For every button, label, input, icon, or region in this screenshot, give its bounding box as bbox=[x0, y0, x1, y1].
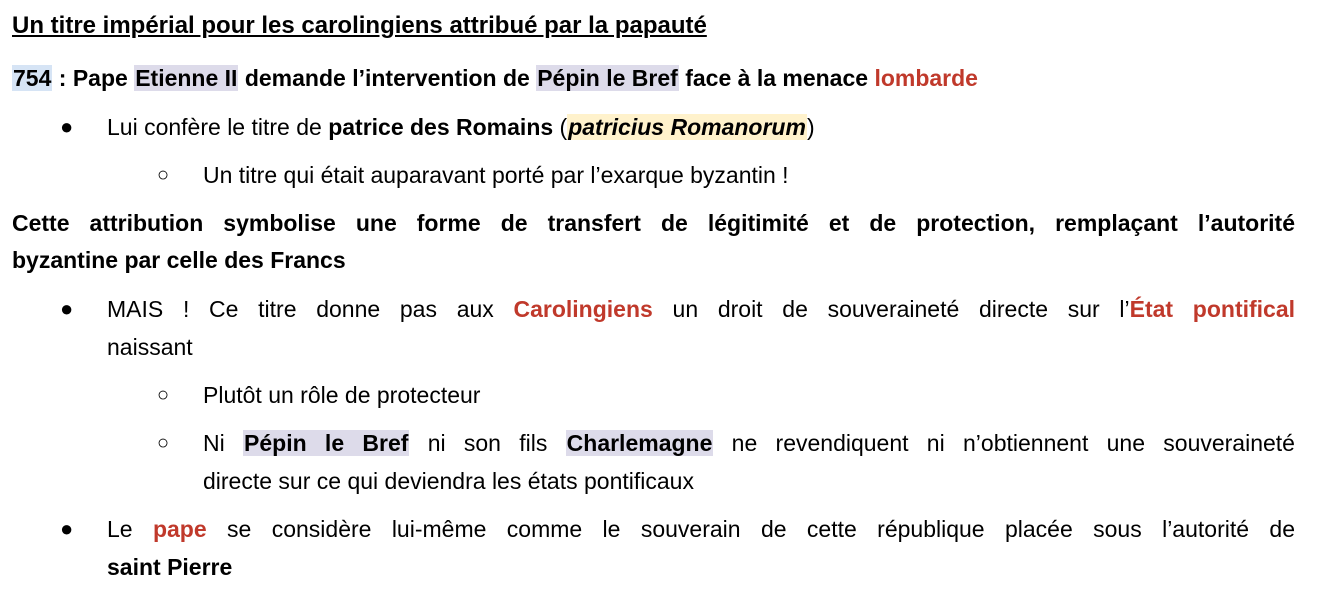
bullet-line: saint Pierre bbox=[107, 554, 233, 580]
text: se considère lui-même comme le souverain de cette république placée sous l’autorité de bbox=[206, 516, 1295, 542]
text: MAIS ! Ce titre donne pas aux bbox=[107, 296, 514, 322]
bullet-item-patrice bbox=[107, 111, 815, 143]
pepin-name: Pépin le Bref bbox=[537, 65, 678, 91]
etat-pontifical-term: État pontifical bbox=[1129, 296, 1296, 322]
pope-name: Etienne II bbox=[135, 65, 238, 91]
text: demande l’intervention de bbox=[238, 65, 537, 91]
text: ( bbox=[553, 114, 568, 140]
paragraph-line: byzantine par celle des Francs bbox=[12, 247, 346, 273]
bullet-circle-icon: ○ bbox=[157, 164, 170, 186]
bullet-disc-icon: ● bbox=[60, 516, 74, 541]
page-title: Un titre impérial pour les carolingiens attribué par la papauté bbox=[12, 12, 707, 39]
text: Le bbox=[107, 516, 153, 542]
year-highlight: 754 bbox=[13, 65, 52, 91]
bullet-line: directe sur ce qui deviendra les états pontificaux bbox=[203, 468, 694, 494]
pape-term: pape bbox=[152, 516, 207, 542]
text: un droit de souveraineté directe sur l’ bbox=[652, 296, 1130, 322]
carolingiens-term: Carolingiens bbox=[513, 296, 653, 322]
bullet-circle-icon: ○ bbox=[157, 432, 170, 454]
bullet-circle-icon: ○ bbox=[157, 384, 170, 406]
paragraph-transfert bbox=[12, 207, 1295, 239]
bullet-item-mais bbox=[107, 293, 1295, 325]
text: face à la menace bbox=[678, 65, 875, 91]
bullet-disc-icon: ● bbox=[60, 114, 74, 139]
bullet-line bbox=[203, 427, 1295, 459]
text: ni son fils bbox=[409, 430, 566, 456]
lombard-term: lombarde bbox=[874, 65, 978, 91]
bullet-line: naissant bbox=[107, 334, 193, 360]
sub-item-exarque: Un titre qui était auparavant porté par l’exarque byzantin ! bbox=[203, 162, 789, 188]
paragraph-line: Cette attribution symbolise une forme de transfert de légitimité et de protection, remplaçant l’autorité bbox=[12, 210, 1295, 236]
title-latin: patricius Romanorum bbox=[568, 114, 806, 140]
bullet-disc-icon: ● bbox=[60, 296, 74, 321]
bullet-line bbox=[107, 293, 1295, 325]
paragraph-754 bbox=[12, 62, 978, 94]
title-french: patrice des Romains bbox=[328, 114, 554, 140]
sub-item-charlemagne bbox=[203, 427, 1295, 459]
text: ne revendiquent ni n’obtiennent une souveraineté bbox=[713, 430, 1295, 456]
text: ) bbox=[806, 114, 815, 140]
text: Lui confère le titre de bbox=[107, 114, 329, 140]
bullet-item-pape bbox=[107, 513, 1295, 545]
text: Ni bbox=[203, 430, 244, 456]
sub-item-protecteur: Plutôt un rôle de protecteur bbox=[203, 382, 481, 408]
pepin-name: Pépin le Bref bbox=[244, 430, 409, 456]
charlemagne-name: Charlemagne bbox=[566, 430, 713, 456]
text: : Pape bbox=[52, 65, 135, 91]
bullet-line bbox=[107, 513, 1295, 545]
